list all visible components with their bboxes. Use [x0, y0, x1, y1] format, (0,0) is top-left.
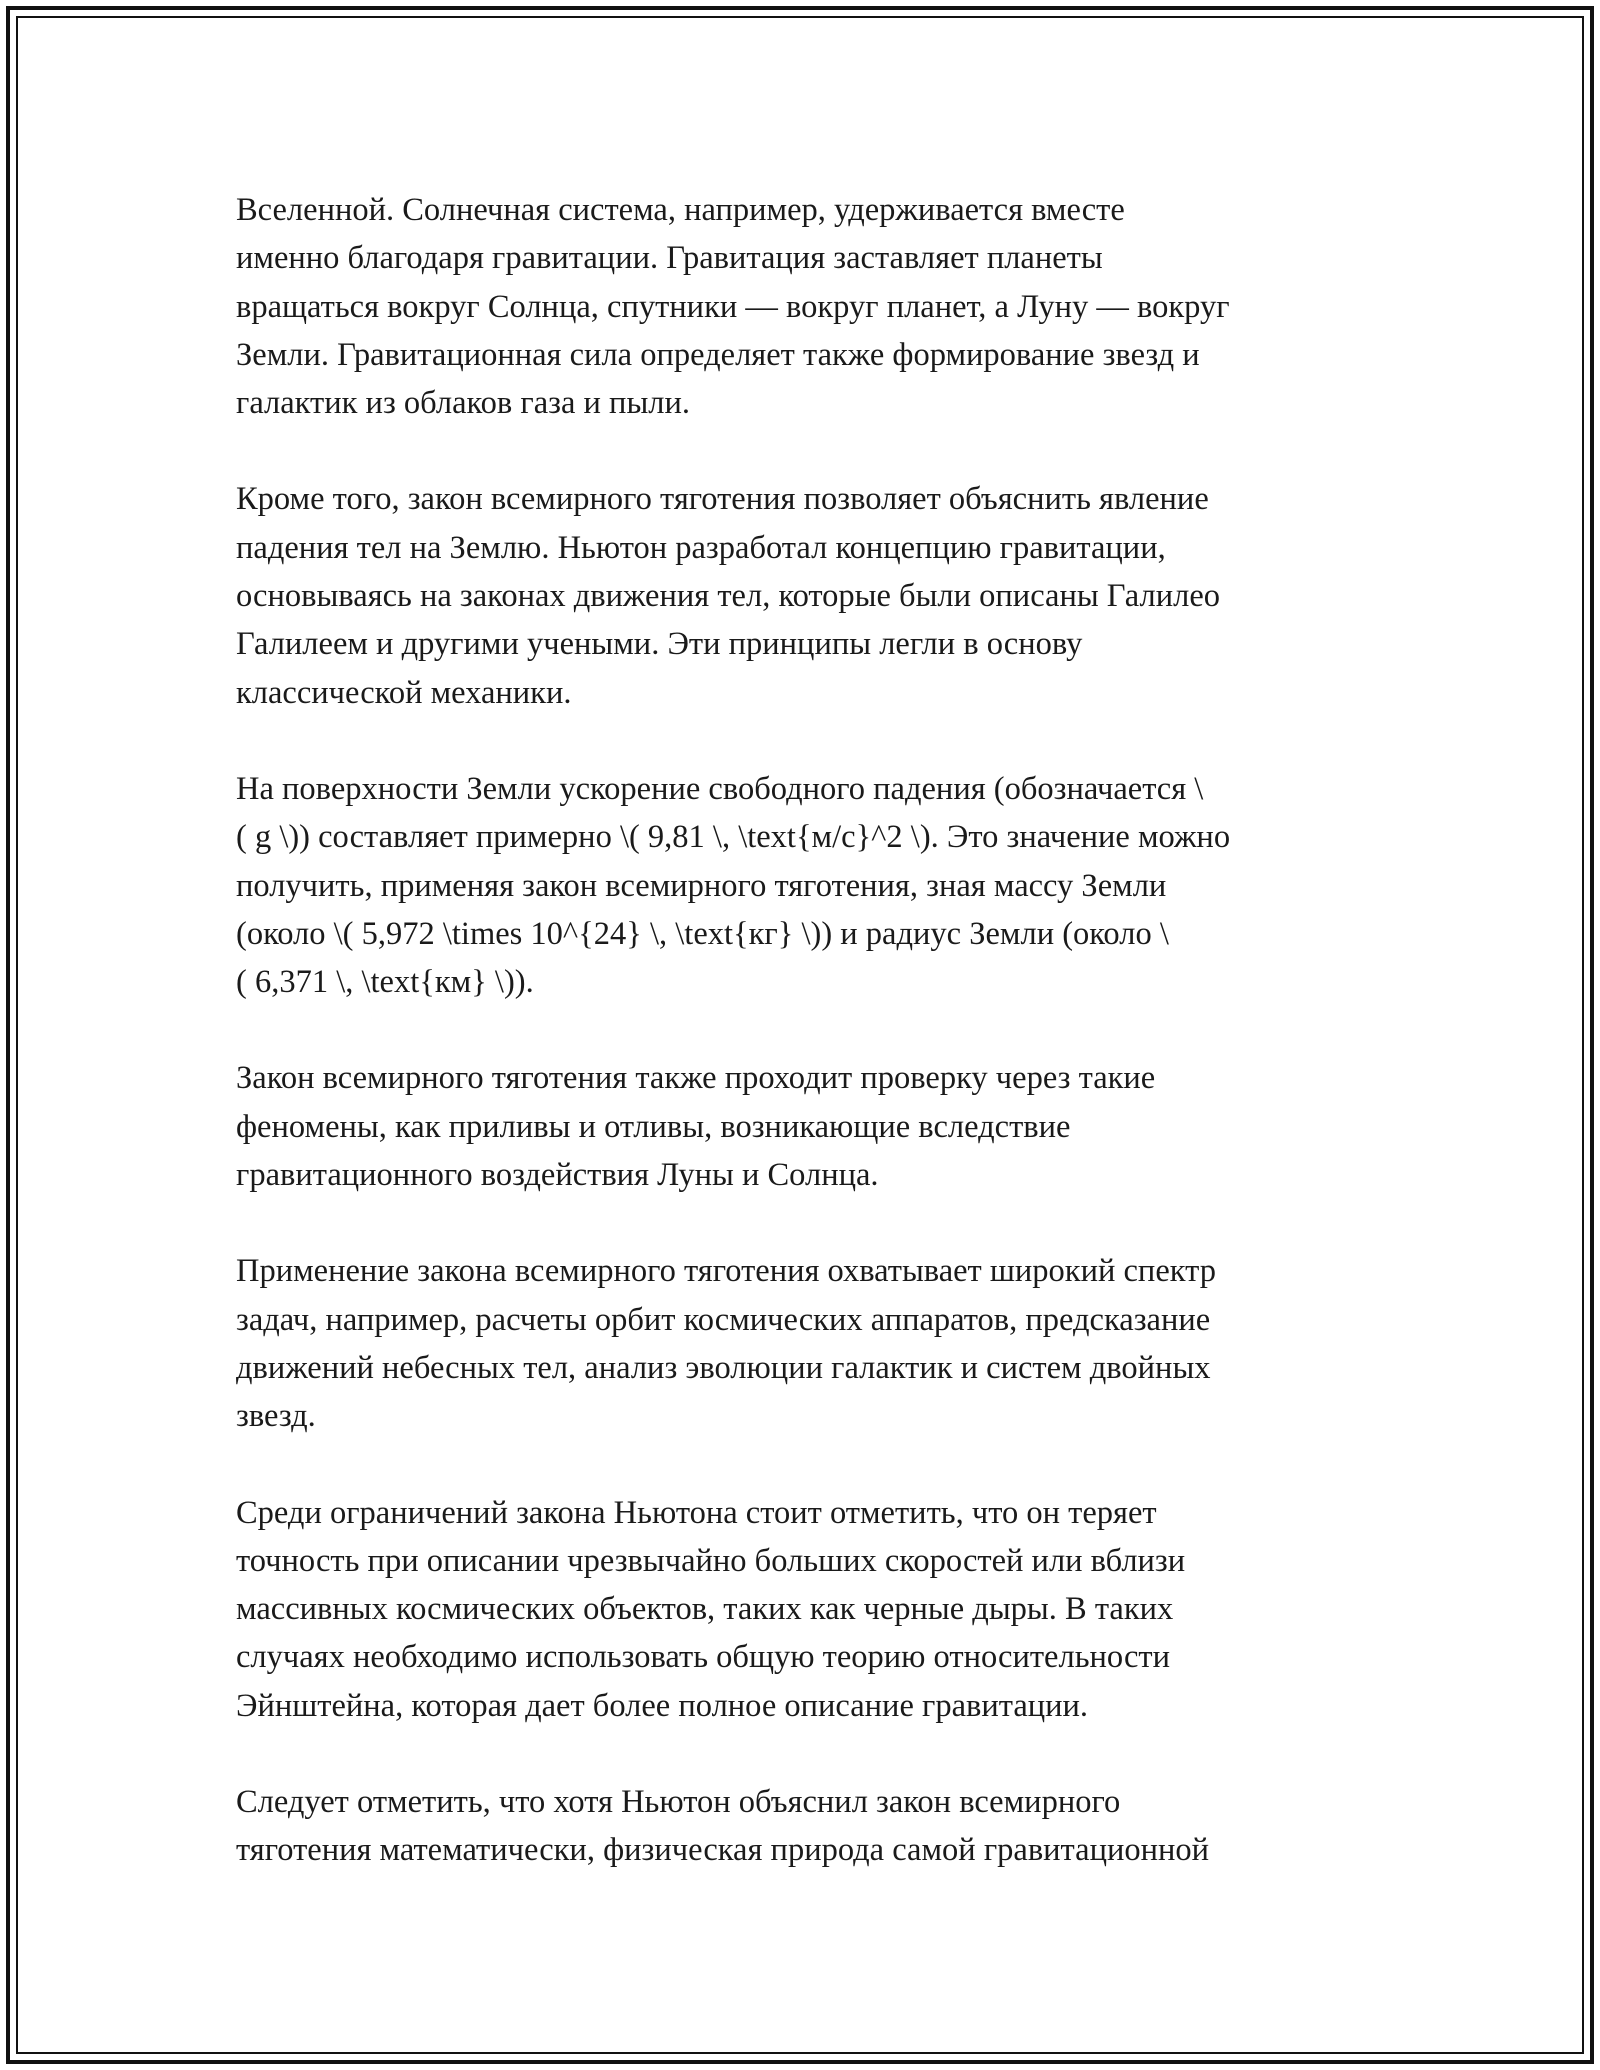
paragraph-2: [236, 475, 1366, 716]
text-line: классической механики.: [236, 674, 572, 711]
paragraph-6: [236, 1489, 1366, 1730]
text-line: именно благодаря гравитации. Гравитация заставляет планеты: [236, 240, 1103, 277]
text-line: галактик из облаков газа и пыли.: [236, 385, 691, 422]
text-line: Закон всемирного тяготения также проходит проверку через такие: [236, 1060, 1156, 1097]
text-line: Среди ограничений закона Ньютона стоит отметить, что он теряет: [236, 1494, 1157, 1531]
text-line: ( g \)) составляет примерно \( 9,81 \, \text{м/с}^2 \). Это значение можно: [236, 819, 1231, 856]
text-line: На поверхности Земли ускорение свободного падения (обозначается \: [236, 770, 1204, 807]
text-line: Применение закона всемирного тяготения охватывает широкий спектр: [236, 1253, 1216, 1290]
paragraph-5: [236, 1247, 1366, 1440]
text-line: гравитационного воздействия Луны и Солнца.: [236, 1157, 879, 1194]
paragraph-7: [236, 1778, 1366, 1875]
text-line: ( 6,371 \, \text{км} \)).: [236, 964, 534, 1001]
text-line: феномены, как приливы и отливы, возникающие вследствие: [236, 1108, 1071, 1145]
text-line: массивных космических объектов, таких как черные дыры. В таких: [236, 1591, 1174, 1628]
text-line: задач, например, расчеты орбит космических аппаратов, предсказание: [236, 1301, 1211, 1338]
text-line: вращаться вокруг Солнца, спутники — вокруг планет, а Луну — вокруг: [236, 288, 1230, 325]
text-line: Кроме того, закон всемирного тяготения позволяет объяснить явление: [236, 481, 1209, 518]
text-line: Земли. Гравитационная сила определяет также формирование звезд и: [236, 336, 1200, 373]
text-line: Следует отметить, что хотя Ньютон объяснил закон всемирного: [236, 1784, 1121, 1821]
text-line: Вселенной. Солнечная система, например, удерживается вместе: [236, 192, 1125, 228]
text-line: точность при описании чрезвычайно больших скоростей или вблизи: [236, 1542, 1186, 1579]
text-line: Галилеем и другими учеными. Эти принципы легли в основу: [236, 626, 1083, 663]
text-line: случаях необходимо использовать общую теорию относительности: [236, 1639, 1170, 1676]
text-line: движений небесных тел, анализ эволюции галактик и систем двойных: [236, 1349, 1211, 1386]
paragraph-1: [236, 186, 1366, 427]
text-line: основываясь на законах движения тел, которые были описаны Галилео: [236, 578, 1220, 615]
paragraph-4: [236, 1054, 1366, 1199]
paragraph-3: [236, 765, 1366, 1006]
text-line: падения тел на Землю. Ньютон разработал концепцию гравитации,: [236, 529, 1166, 566]
text-line: Эйнштейна, которая дает более полное описание гравитации.: [236, 1687, 1089, 1724]
text-line: звезд.: [236, 1398, 316, 1435]
text-line: тяготения математически, физическая природа самой гравитационной: [236, 1832, 1210, 1869]
text-line: получить, применяя закон всемирного тяготения, зная массу Земли: [236, 867, 1167, 904]
text-line: (около \( 5,972 \times 10^{24} \, \text{кг} \)) и радиус Земли (около \: [236, 915, 1169, 952]
document-body: [236, 186, 1366, 1923]
